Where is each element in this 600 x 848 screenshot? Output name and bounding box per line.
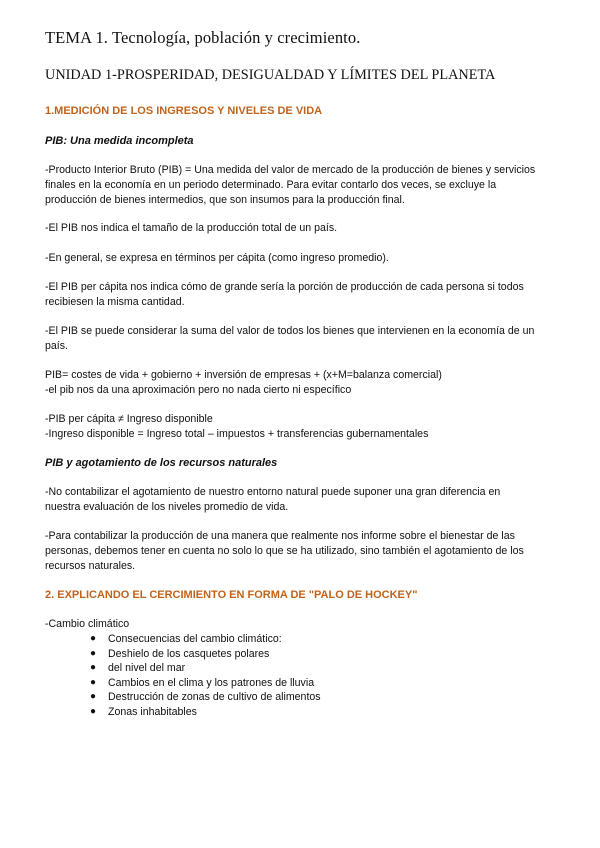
list-item-text: Destrucción de zonas de cultivo de alimentos <box>108 691 321 704</box>
list-item <box>45 690 321 705</box>
list-item-text: Cambios en el clima y los patrones de lluvia <box>108 676 315 689</box>
paragraph-per-capita: -En general, se expresa en términos per cápita (como ingreso promedio). <box>45 252 389 264</box>
bullet-icon: ● <box>90 662 97 674</box>
subheading-agotamiento: PIB y agotamiento de los recursos naturales <box>45 457 278 469</box>
list-item <box>45 676 321 691</box>
text-line: -Producto Interior Bruto (PIB) = Una medida del valor de mercado de la producción de bienes y servicios <box>45 164 536 176</box>
text-line: -El PIB per cápita nos indica cómo de grande sería la porción de producción de cada persona si todos <box>45 281 524 293</box>
text-line: recursos naturales. <box>45 560 136 572</box>
text-line: -Ingreso disponible = Ingreso total – impuestos + transferencias gubernamentales <box>45 428 429 440</box>
list-item <box>45 647 321 662</box>
bullet-icon: ● <box>90 676 97 688</box>
list-item <box>45 632 321 647</box>
bullet-icon: ● <box>90 705 97 717</box>
bullet-icon: ● <box>90 633 97 644</box>
section-heading-1: 1.MEDICIÓN DE LOS INGRESOS Y NIVELES DE VIDA <box>45 105 323 117</box>
unit-heading: UNIDAD 1-PROSPERIDAD, DESIGUALDAD Y LÍMITES DEL PLANETA <box>45 67 496 83</box>
paragraph-cambio-climatico: -Cambio climático <box>45 618 130 630</box>
text-line: producción de bienes intermedios, que son insumos para la producción final. <box>45 194 405 206</box>
text-line: nuestra evaluación de los niveles promedio de vida. <box>45 501 289 513</box>
subheading-pib-incompleta: PIB: Una medida incompleta <box>45 135 194 147</box>
paragraph-ingreso-disponible <box>45 412 558 442</box>
text-line: PIB= costes de vida + gobierno + inversión de empresas + (x+M=balanza comercial) <box>45 369 442 381</box>
text-line: -El PIB se puede considerar la suma del valor de todos los bienes que intervienen en la economía de un <box>45 325 535 337</box>
section-heading-2: 2. EXPLICANDO EL CERCIMIENTO EN FORMA DE "PALO DE HOCKEY" <box>45 589 418 601</box>
bullet-icon: ● <box>90 691 97 703</box>
paragraph-pib-tamano: -El PIB nos indica el tamaño de la producción total de un país. <box>45 222 338 234</box>
text-line: país. <box>45 340 68 352</box>
text-line: finales en la economía en un periodo determinado. Para evitar contarlo dos veces, se excluye la <box>45 179 497 191</box>
text-line: recibiesen la misma cantidad. <box>45 296 185 308</box>
text-line: -No contabilizar el agotamiento de nuestro entorno natural puede suponer una gran diferencia en <box>45 486 501 498</box>
text-line: -PIB per cápita ≠ Ingreso disponible <box>45 413 213 425</box>
bullet-list <box>45 632 321 720</box>
paragraph-bienestar <box>45 529 558 574</box>
list-item-text: Zonas inhabitables <box>108 705 197 718</box>
list-item-text: Deshielo de los casquetes polares <box>108 647 270 660</box>
paragraph-pib-definition <box>45 163 558 208</box>
list-item <box>45 661 321 676</box>
list-item-text: Consecuencias del cambio climático: <box>108 633 282 645</box>
text-line: -el pib nos da una aproximación pero no nada cierto ni específico <box>45 384 352 396</box>
list-item-text: del nivel del mar <box>108 662 186 675</box>
page-title: TEMA 1. Tecnología, población y crecimiento. <box>45 28 361 47</box>
paragraph-pib-suma <box>45 324 558 354</box>
paragraph-agotamiento <box>45 485 558 515</box>
paragraph-pib-formula <box>45 368 558 398</box>
list-item <box>45 705 321 720</box>
text-line: -Para contabilizar la producción de una manera que realmente nos informe sobre el bienestar de las <box>45 530 515 542</box>
bullet-icon: ● <box>90 647 97 659</box>
paragraph-pib-per-capita <box>45 280 558 310</box>
text-line: personas, debemos tener en cuenta no solo lo que se ha utilizado, sino también el agotamiento de los <box>45 545 524 557</box>
